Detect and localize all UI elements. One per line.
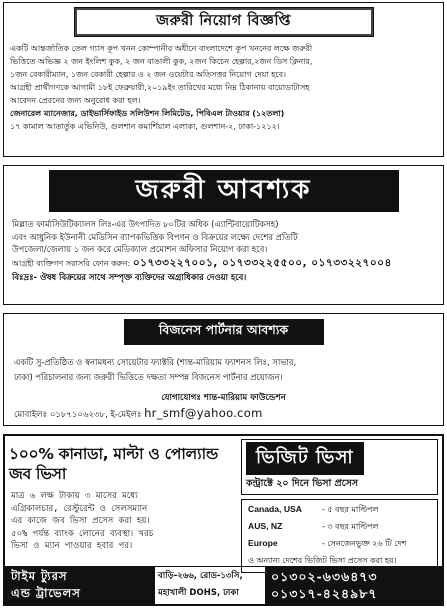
table-row [246,502,433,519]
company-name [5,567,155,604]
business-partner-ad [3,313,444,426]
country-detail: - ৩ বছর মাল্টিপল [322,522,379,531]
ad-title-box [74,7,374,37]
ad-line: এবং আধুনিক ইউনানী মেডিসিন ব্যাপকভিত্তিক বিপণন ও বিক্রয়ের লক্ষ্যে দেশের প্রতিটি [12,231,298,242]
ad-line: একটি আন্তর্জাতিক তেল গ্যাস কূপ খনন কোম্পানীর অধীনে বাংলাদেশে কূপ খননের লক্ষে জরুরী [10,44,313,53]
visa-ad [3,434,444,606]
countries-table [246,502,433,570]
info-line: মাত্র ৬ লক্ষ টাকায় ৩ মাসের মধ্যে [11,491,138,501]
address-line: মহাখালী DOHS, ঢাকা [158,588,239,598]
contact-name: যোগাযোগঃ শান্ত-মারিয়াম ফাউন্ডেশন [161,393,286,403]
urgent-requirement-ad [3,165,444,305]
info-line: ৫০% পর্যন্ত ব্যাংক লোনের ব্যবস্থা। খরচ [11,528,154,539]
ad-line: মিল্লাত ফার্মাসিউটিক্যালস লিঃ-এর উৎপাদিত ৮০টির অধিক (এ্যান্টিবায়োটিকসহ) [12,219,279,229]
ad-line: উপজেলা/জেলায় ১ জন করে মেডিক্যাল প্রমোশন অফিসার নিয়োগ করা হবে। [12,244,268,254]
ad-title: জরুরী আবশ্যক [49,170,399,212]
ad-title: বিজনেস পার্টনার আবশ্যক [124,319,324,345]
ad-line: ১৭ কামাল আতার্তুক এভিনিউ, গুলশান কমার্শিয়াল এলাকা, গুলশান-২, ঢাকা-১২১২। [10,122,280,131]
ad-body [4,40,443,135]
ad-line: ঢাকা) পরিচালনার জন্য জরুরী ভিত্তিতে দক্ষতা সম্পন্ন বিজনেস পার্টনার প্রয়োজন। [14,372,283,382]
visit-visa-title: ভিজিট ভিসা [246,442,364,475]
company-address [155,567,265,604]
company-line: এন্ড ট্রাভেলস [11,586,81,600]
mobile-label: মোবাইলঃ ০১৮৭১০৬২৩৮, ই-মেইলঃ [14,410,142,420]
ad-body [4,355,443,423]
contact-block [14,391,433,423]
country-detail: - সেনজেনভুক্ত ২৬ টি দেশ [322,539,407,548]
countries-box [241,499,438,573]
ad-info [11,490,233,553]
company-line: টাইম ট্যুরস [11,569,68,583]
country-detail: - ৫ বছর মাল্টিপল [322,505,379,514]
phone-number: ০১৩০২-৬৩৬৪৭৩ [271,569,378,584]
ad-line: আবেদন প্রেরনের জন্য অনুরোধ করা হল। [10,96,141,105]
company-phones [265,567,442,604]
visit-visa-box [241,439,438,495]
address-line: বাড়ি-২৬৬, রোড-১৩সি, [158,571,243,581]
phone-line [12,256,435,271]
ad-footer [5,566,442,604]
email-address: hr_smf@yahoo.com [144,406,263,420]
table-row [246,536,433,553]
info-line: ভিসা ও ম্যান পাওয়ার হবার পর। [11,541,133,551]
phone-numbers: ০১৭৩৩২২৭০০১, ০১৭৩৩২২৫৫০০, ০১৭৩৩২২৭০০৪ [132,256,392,269]
visit-visa-subtitle: কন্ট্রাক্টে ২০ দিনে ভিসা প্রসেস [246,478,358,489]
table-row [246,519,433,536]
phone-number: ০১৩১৭-৪২৪৯৮৭ [271,586,378,601]
info-line: এগ্রিকালচার, রেস্টুরেন্ট ও সেলসম্যান [11,503,148,514]
phone-label: আগ্রহী ব্যক্তিগণ সরাসরি ফোন করুন: [12,258,131,268]
info-line: এর কাজে জব ভিসা প্রসেস করা হয়। [11,516,150,526]
contact-line [14,406,433,423]
ad-note: বিঃদ্রঃ- ঔষধ বিক্রয়ের সাথে সম্পৃক্ত ব্যক্তিদের অগ্রাধিকার দেওয়া হবে। [12,271,247,282]
recruitment-notice-ad [3,2,444,157]
ad-line: ভিত্তিতে অভিজ্ঞ ২ জন ইংলিশ কুক, ২ জন বাঙালী কুক, ২জন কিচেন হেল্পার,২জন ডিস ক্লিনার, [10,57,313,66]
country-detail: ও অন্যান্য দেশের ভিজিট ভিসা প্রসেস করা হয়। [248,556,397,565]
ad-body [4,218,443,283]
country-name: AUS, NZ [248,521,283,531]
ad-line: জেনারেল ম্যানেজার, ডাইভার্সিফাইড সলিউশন লিমিটেড, পিবিএল টাওয়ার (১২তলা) [10,109,285,118]
ad-title: জরুরী নিয়োগ বিজ্ঞপ্তি [77,10,371,34]
country-name: Canada, USA [248,504,302,514]
ad-line: আগ্রহী প্রার্থীগণকে আগামী ১৮ই ফেব্রুয়ারী,২০১৯ইং তারিখের মধ্যে নিম্ন ঠিকানায় বায়োডাটাসহ [10,83,310,92]
ad-line: ১জন বেকারীম্যান, ১জন বেকারী হেল্পার ও ২ জন ওয়েটার অতিসত্তর নিয়োগ দেয়া হবে। [10,70,286,79]
ad-headline: ১০০% কানাডা, মাল্টা ও পোল্যান্ড জব ভিসা [9,445,218,483]
country-name: Europe [248,538,278,548]
ad-line: একটি সু-প্রতিষ্ঠিত ও স্বনামধন্য সোয়েটার ফ্যাক্টরি (শান্ত-মারিয়াম ফ্যাশনস লিঃ, সাভার, [14,357,297,367]
